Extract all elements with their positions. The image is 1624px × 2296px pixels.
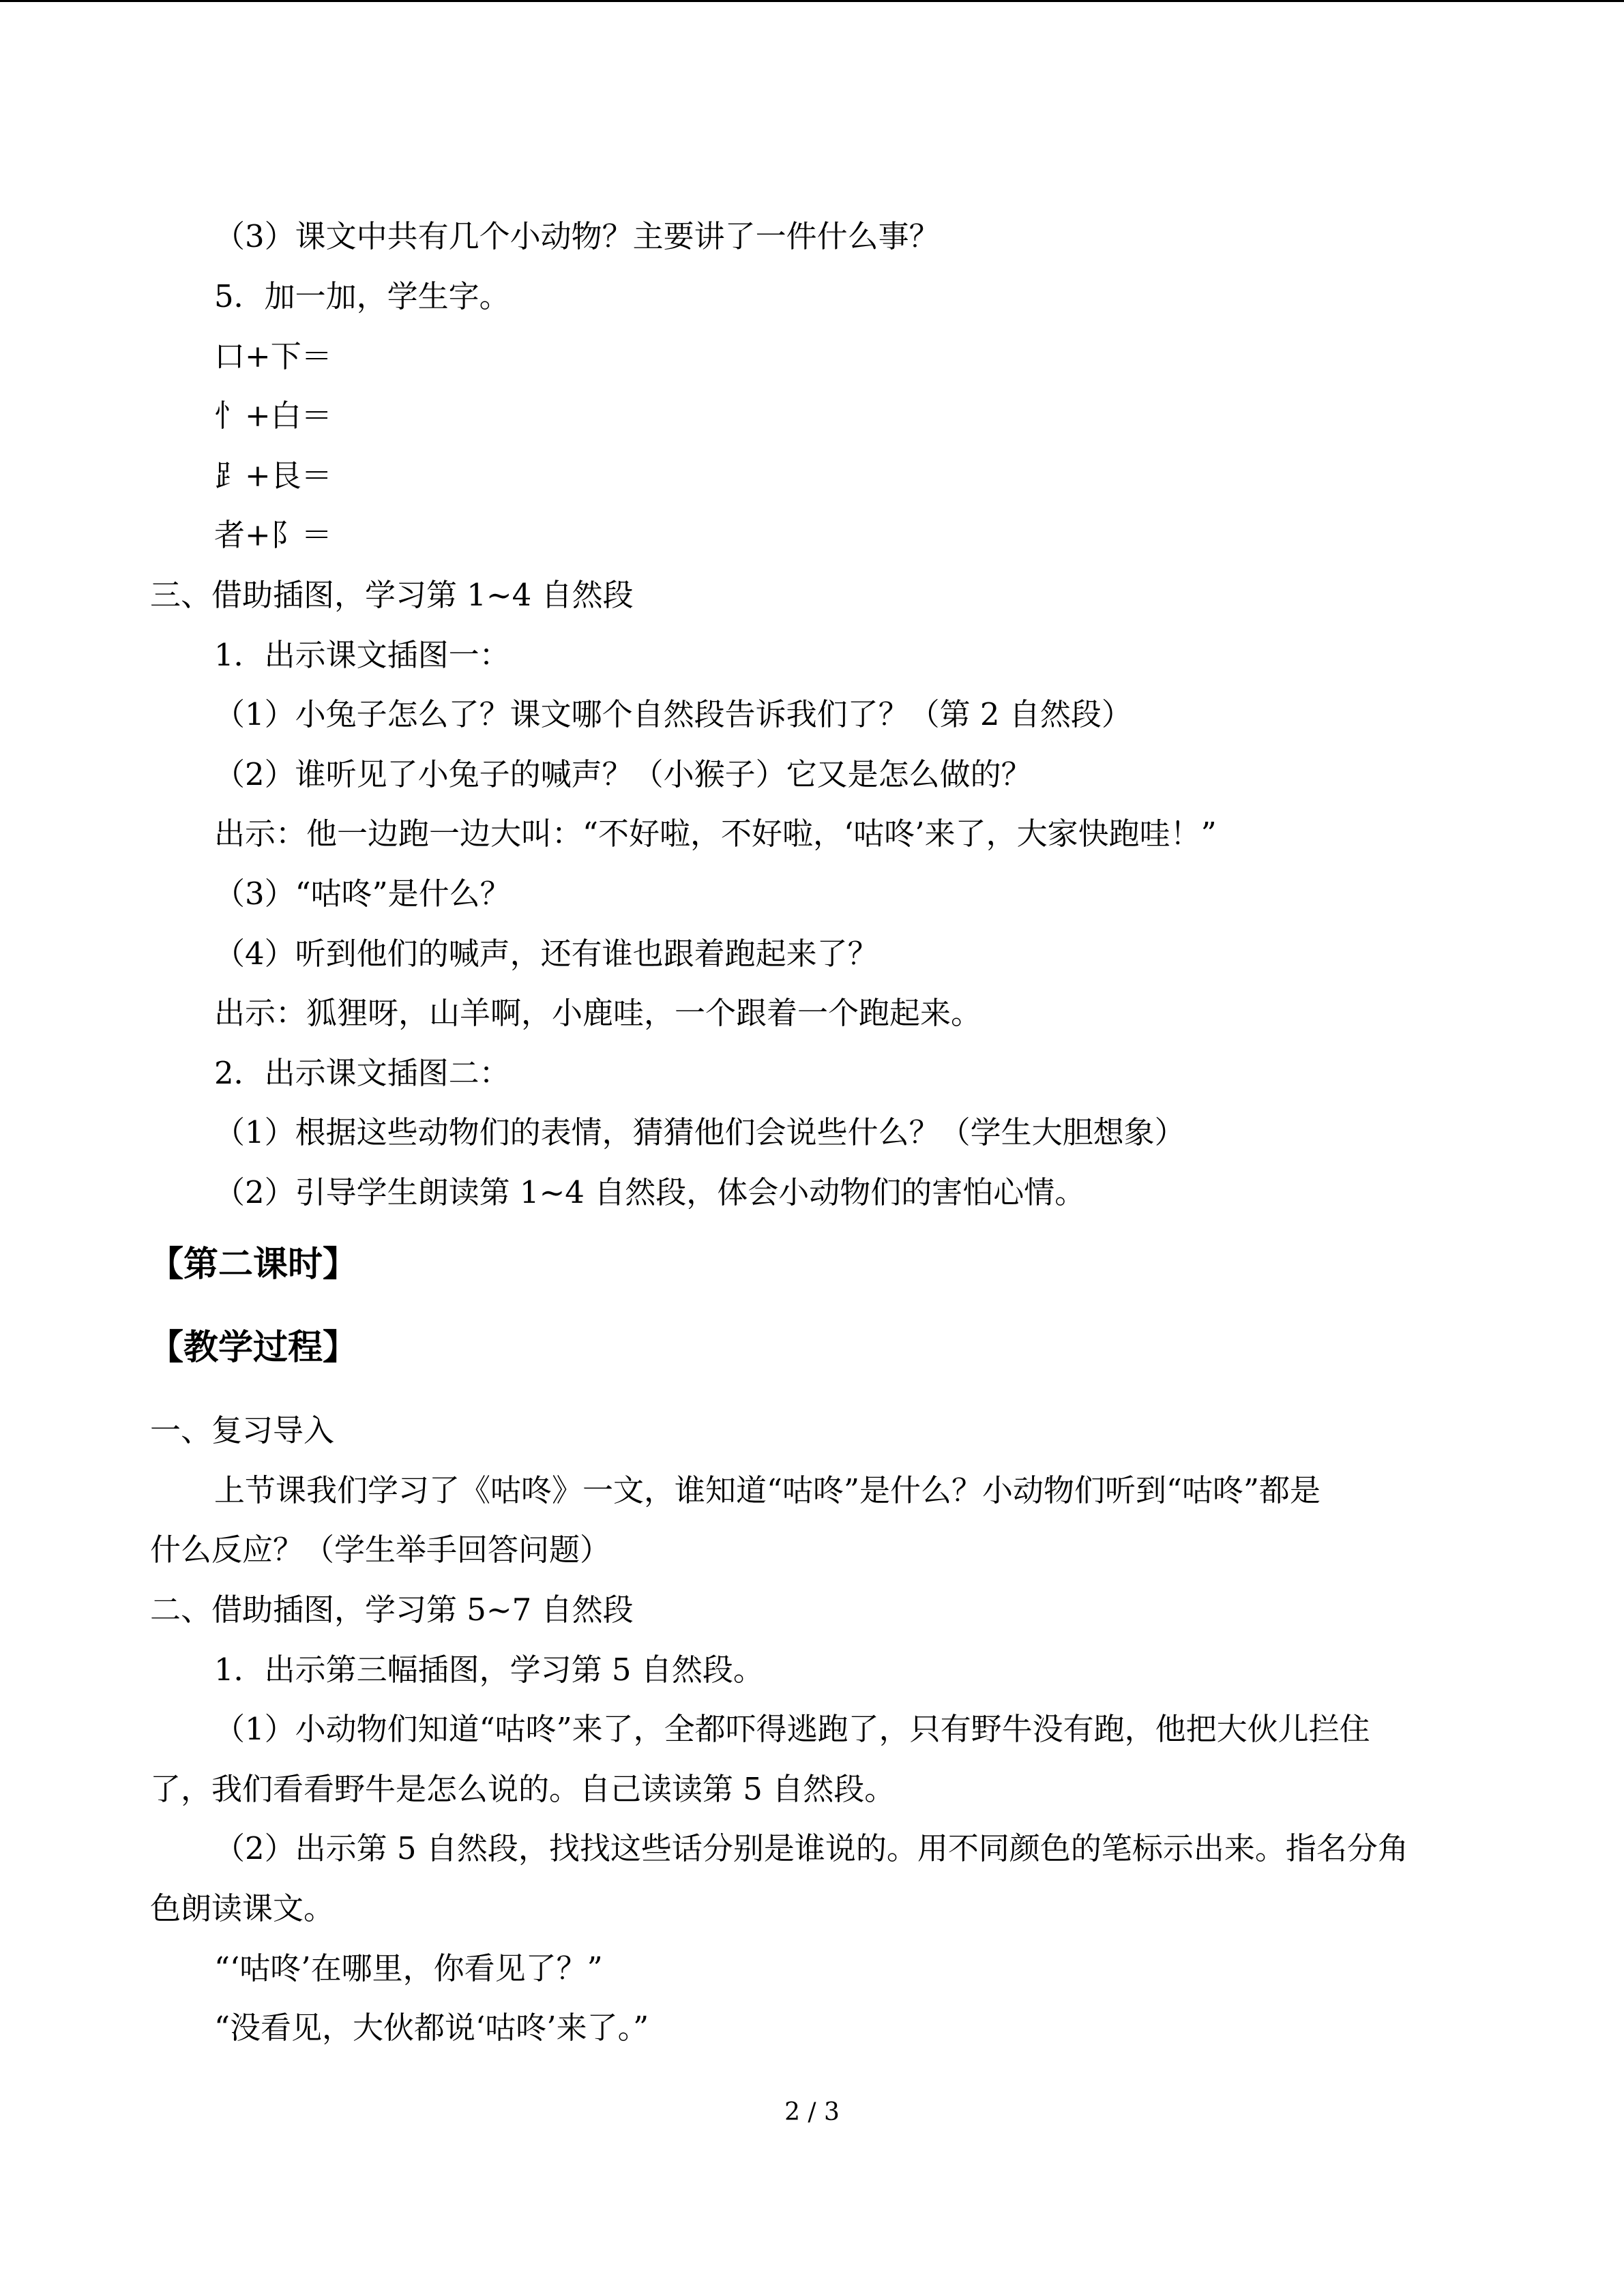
text-line: （3）课文中共有几个小动物？主要讲了一件什么事？ bbox=[214, 218, 940, 254]
text-line: 5．加一加，学生字。 bbox=[214, 278, 510, 314]
page-number: 2 / 3 bbox=[784, 2098, 840, 2126]
text-line: 出示：狐狸呀，山羊啊，小鹿哇，一个跟着一个跑起来。 bbox=[214, 995, 982, 1031]
text-line: 者+阝＝ bbox=[214, 517, 332, 553]
text-line: （2）出示第 5 自然段，找找这些话分别是谁说的。用不同颜色的笔标示出来。指名分角 bbox=[214, 1830, 1408, 1866]
text-line: 1．出示第三幅插图，学习第 5 自然段。 bbox=[214, 1652, 764, 1688]
text-line: “没看见，大伙都说‘咕咚’来了。” bbox=[214, 2010, 649, 2046]
text-line: （4）听到他们的喊声，还有谁也跟着跑起来了？ bbox=[214, 936, 879, 972]
text-line: 色朗读课文。 bbox=[150, 1890, 335, 1926]
heading-second-lesson: 【第二课时】 bbox=[149, 1244, 358, 1285]
text-line: （3）“咕咚”是什么？ bbox=[214, 876, 511, 912]
section-title: 二、借助插图，学习第 5~7 自然段 bbox=[150, 1592, 634, 1628]
section-title: 一、复习导入 bbox=[150, 1412, 335, 1448]
text-line: 口+下＝ bbox=[214, 338, 332, 374]
section-title: 三、借助插图，学习第 1~4 自然段 bbox=[150, 577, 634, 613]
text-line: 2．出示课文插图二： bbox=[214, 1055, 510, 1091]
text-line: 了，我们看看野牛是怎么说的。自己读读第 5 自然段。 bbox=[150, 1771, 896, 1807]
text-line: （1）小兔子怎么了？课文哪个自然段告诉我们了？（第 2 自然段） bbox=[214, 696, 1132, 732]
text-line: 出示：他一边跑一边大叫：“不好啦，不好啦，‘咕咚’来了，大家快跑哇！” bbox=[214, 816, 1217, 852]
text-line: （1）根据这些动物们的表情，猜猜他们会说些什么？（学生大胆想象） bbox=[214, 1114, 1185, 1150]
text-line: 上节课我们学习了《咕咚》一文，谁知道“咕咚”是什么？小动物们听到“咕咚”都是 bbox=[214, 1472, 1321, 1508]
text-line: （1）小动物们知道“咕咚”来了，全都吓得逃跑了，只有野牛没有跑，他把大伙儿拦住 bbox=[214, 1711, 1370, 1747]
text-line: 什么反应？（学生举手回答问题） bbox=[150, 1532, 611, 1568]
text-line: （2）谁听见了小兔子的喊声？（小猴子）它又是怎么做的？ bbox=[214, 756, 1032, 792]
text-line: （2）引导学生朗读第 1~4 自然段，体会小动物们的害怕心情。 bbox=[214, 1174, 1086, 1210]
text-line: “‘咕咚’在哪里，你看见了？” bbox=[214, 1950, 603, 1986]
text-line: ⻊+艮＝ bbox=[214, 458, 332, 494]
text-line: 忄+白＝ bbox=[214, 398, 332, 434]
text-line: 1．出示课文插图一： bbox=[214, 637, 510, 673]
heading-teaching-process: 【教学过程】 bbox=[149, 1328, 358, 1368]
